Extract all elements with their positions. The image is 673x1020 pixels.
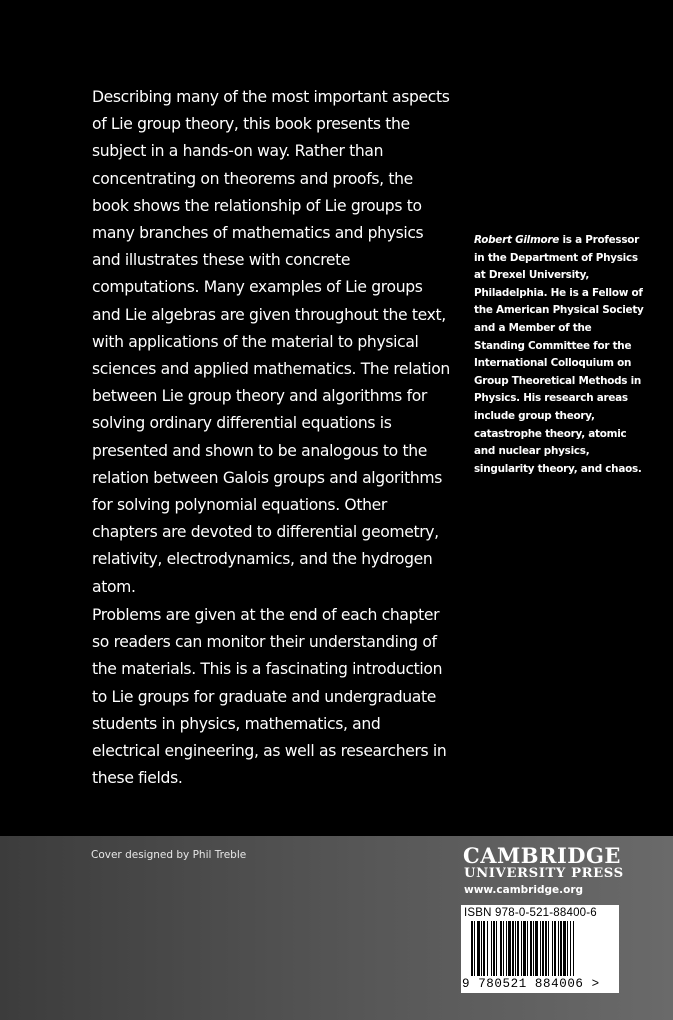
- barcode-bar: [471, 921, 473, 976]
- author-bio: [474, 232, 644, 478]
- author-name: Robert Gilmore: [474, 234, 560, 246]
- barcode-bar: [548, 921, 549, 976]
- barcode-digits: 9 780521 884006 >: [462, 977, 600, 991]
- barcode-bar: [483, 921, 485, 976]
- barcode-bar: [530, 921, 532, 976]
- barcode-bar: [506, 921, 507, 976]
- barcode-bar: [515, 921, 516, 976]
- barcode-bar: [563, 921, 566, 976]
- barcode-bar: [496, 921, 497, 976]
- barcode-bar: [535, 921, 538, 976]
- barcode-bar: [552, 921, 553, 976]
- barcode-bar: [500, 921, 502, 976]
- barcode-bar: [533, 921, 534, 976]
- barcode-bar: [527, 921, 528, 976]
- barcode-bar: [523, 921, 526, 976]
- barcode-bar: [481, 921, 482, 976]
- barcode-bar: [493, 921, 495, 976]
- barcode-bar: [474, 921, 475, 976]
- barcode-bar: [487, 921, 488, 976]
- isbn-label: ISBN 978-0-521-88400-6: [464, 907, 597, 919]
- barcode-bar: [542, 921, 544, 976]
- barcode-bar: [508, 921, 511, 976]
- cover-credit: Cover designed by Phil Treble: [91, 849, 247, 861]
- barcode-panel: [461, 905, 619, 993]
- barcode-bar: [545, 921, 547, 976]
- publisher-logo-name: CAMBRIDGE: [463, 843, 621, 868]
- barcode-bar: [567, 921, 568, 976]
- publisher-logo-press: UNIVERSITY PRESS: [464, 866, 624, 881]
- author-bio-text: is a Professor in the Department of Physics at Drexel University, Philadelphia. He is a Fellow of the American Physical Society and a Member of the Standing Committee for the International Colloquium on Group Theoretical Methods in Physics. His research areas include group theory, catastrophe theory, atomic and nuclear physics, singularity theory, and chaos.: [474, 234, 644, 475]
- blurb-paragraph-1: [92, 84, 452, 601]
- barcode-bar: [512, 921, 514, 976]
- barcode-bar: [521, 921, 522, 976]
- barcode-bar: [503, 921, 504, 976]
- barcode-bar: [560, 921, 562, 976]
- barcode-bar: [558, 921, 559, 976]
- barcode-bar: [477, 921, 480, 976]
- barcode-bar: [554, 921, 556, 976]
- blurb-text-2: Problems are given at the end of each chapter so readers can monitor their understanding of the materials. This is a fascinating introduction to Lie groups for graduate and undergraduate students in physics, mathematics, and electrical engineering, as well as researchers in these fields.: [92, 606, 447, 788]
- blurb-paragraph-2: [92, 602, 452, 792]
- publisher-url: www.cambridge.org: [464, 884, 584, 896]
- barcode-bar: [491, 921, 492, 976]
- barcode-bar: [573, 921, 574, 976]
- barcode-bar: [517, 921, 519, 976]
- blurb-text-1: Describing many of the most important aspects of Lie group theory, this book presents the subject in a hands-on way. Rather than concentrating on theorems and proofs, the book shows the relationship of Lie groups to many branches of mathematics and physics and illustrates these with concrete computations. Many examples of Lie groups and Lie algebras are given throughout the text, with applications of the material to physical sciences and applied mathematics. The relation between Lie group theory and algorithms for solving ordinary differential equations is presented and shown to be analogous to the relation between Galois groups and algorithms for solving polynomial equations. Other chapters are devoted to differential geometry, relativity, electrodynamics, and the hydrogen atom.: [92, 88, 450, 596]
- barcode-bar: [540, 921, 541, 976]
- barcode-bar: [570, 921, 571, 976]
